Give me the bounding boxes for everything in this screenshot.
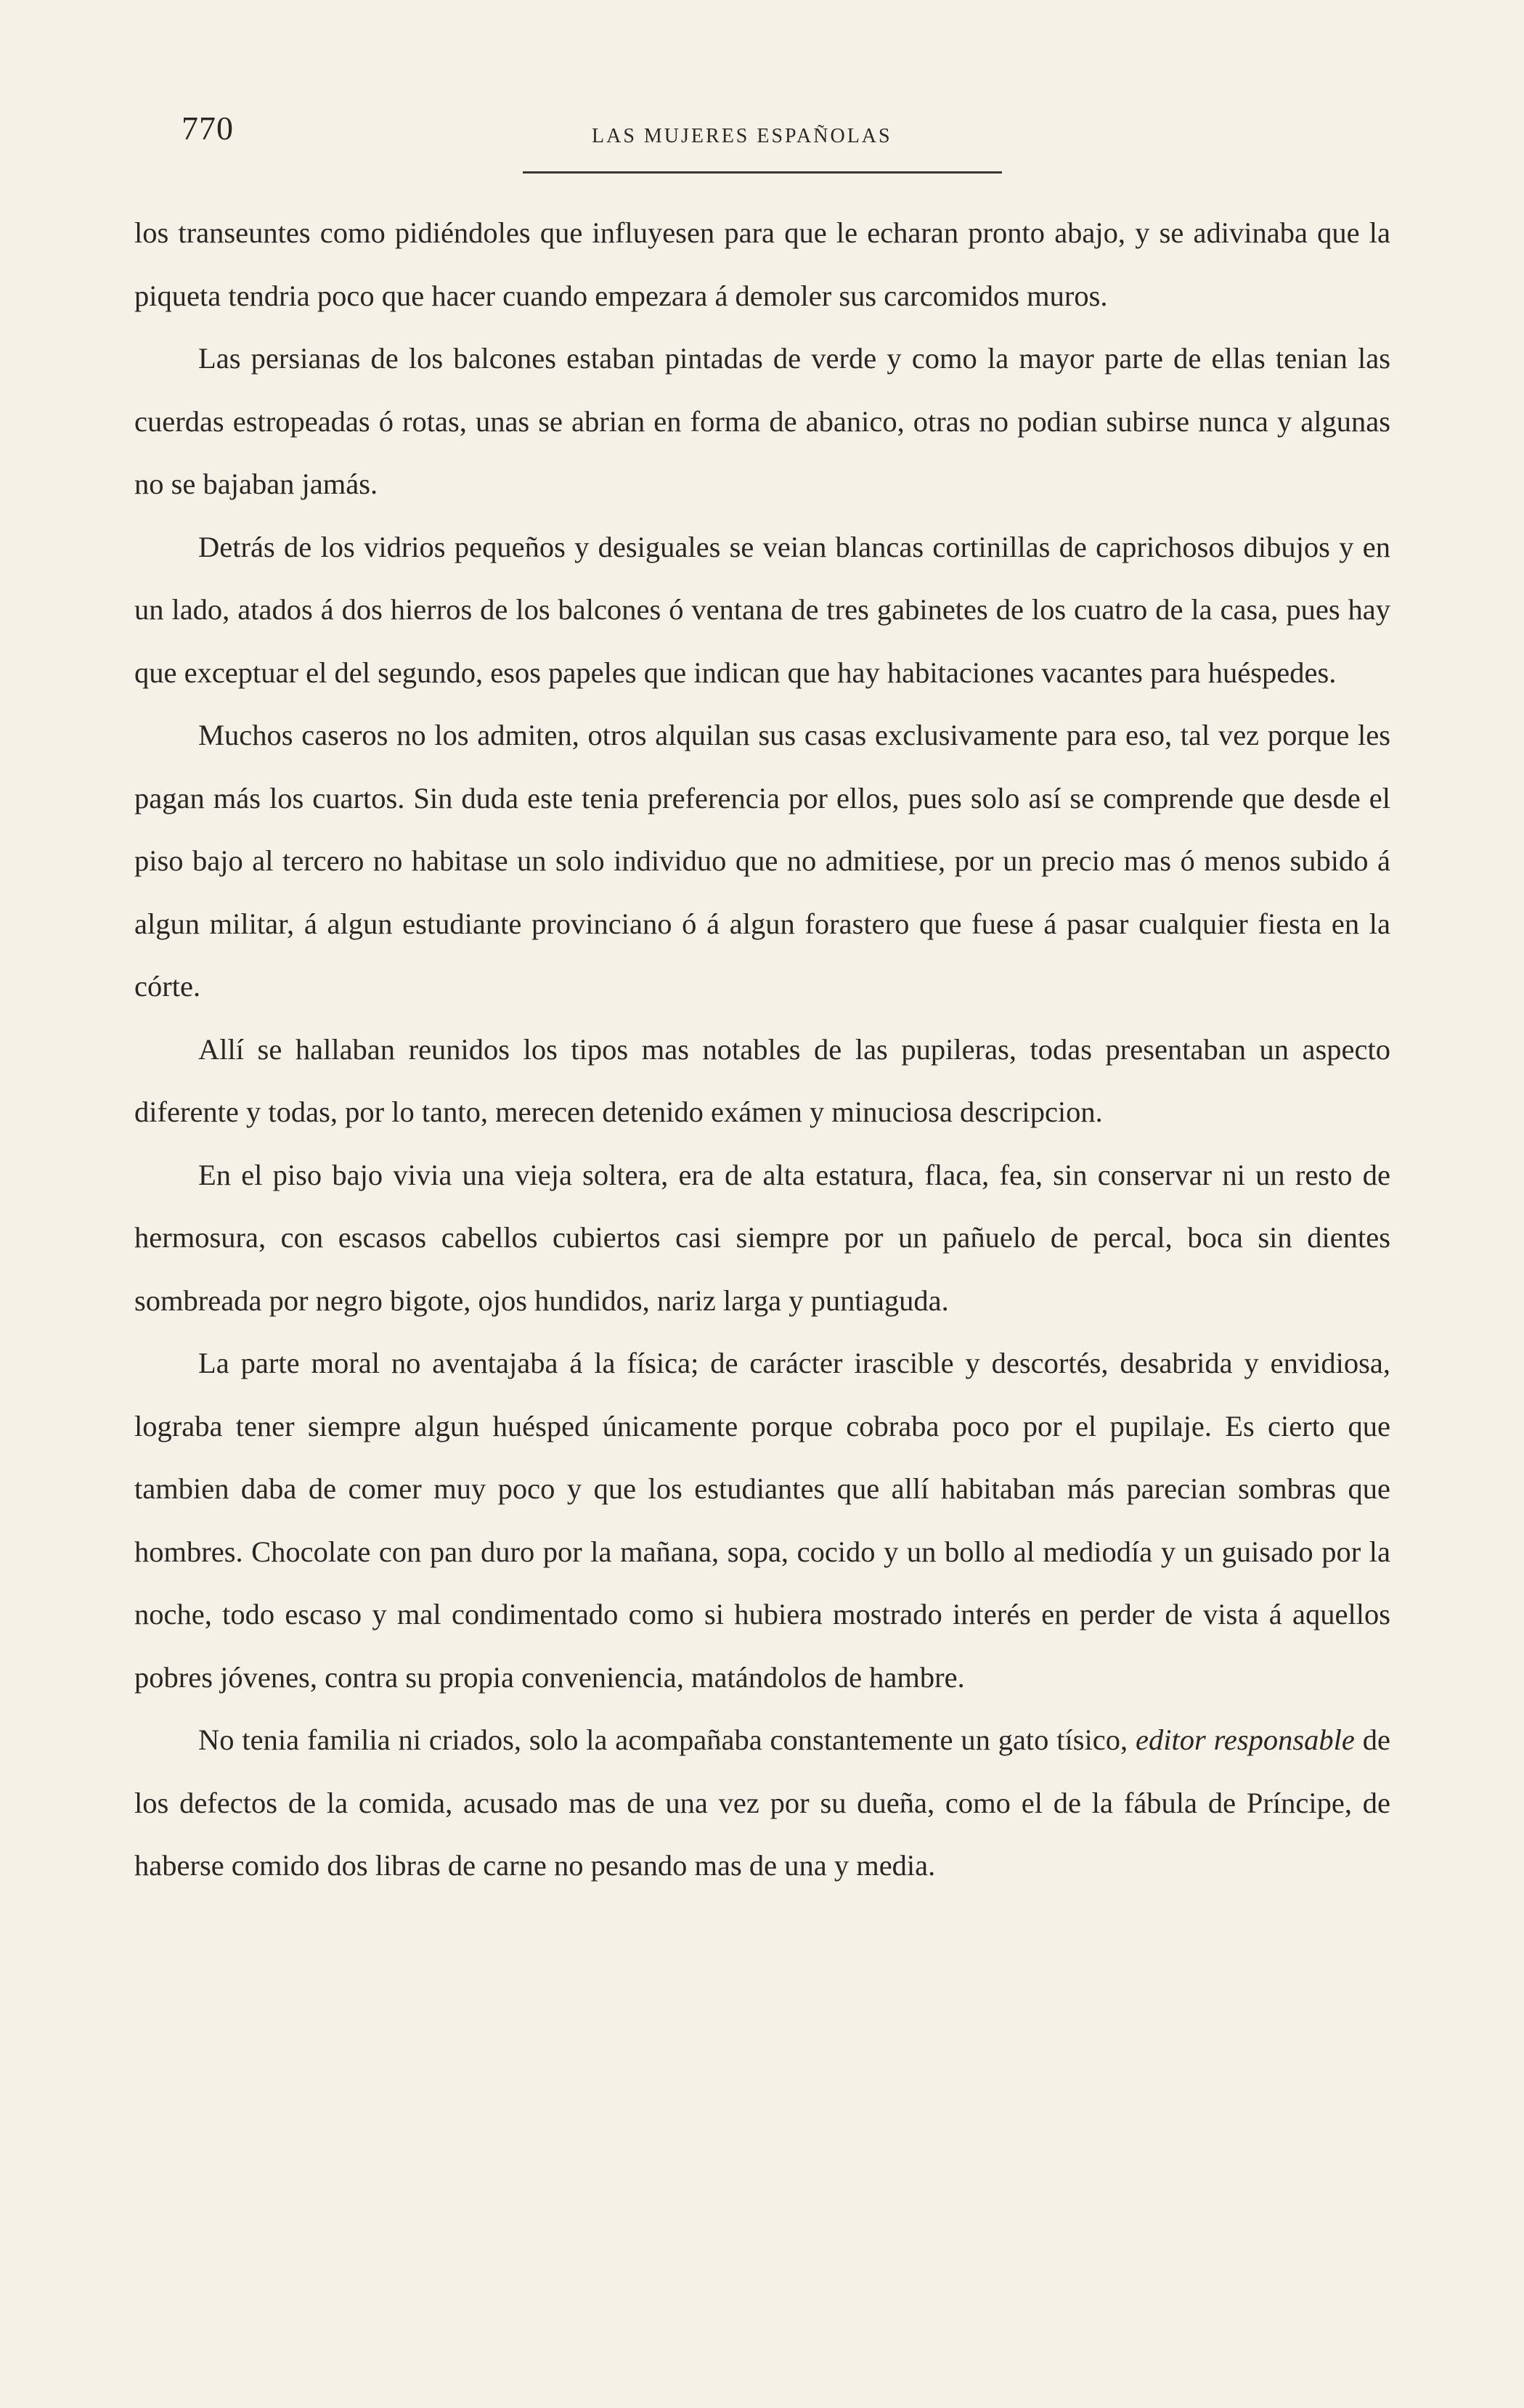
page-header	[182, 109, 1006, 174]
paragraph: La parte moral no aventajaba á la física; de carácter irascible y descortés, desabrida y envidiosa, lograba tener siempre algun huésped únicamente porque cobraba poco por el pupilaje. Es cierto que tambien daba de comer muy poco y que los estudiantes que allí habitaban más parecian sombras que hombres. Chocolate con pan duro por la mañana, sopa, cocido y un bollo al mediodía y un guisado por la noche, todo escaso y mal condimentado como si hubiera mostrado interés en perder de vista á aquellos pobres jóvenes, contra su propia conveniencia, matándolos de hambre.	[134, 1347, 1390, 1694]
paragraph-last	[134, 1709, 1390, 1898]
paragraph: Allí se hallaban reunidos los tipos mas notables de las pupileras, todas presentaban un aspecto diferente y todas, por lo tanto, merecen detenido exámen y minuciosa descripcion.	[134, 1032, 1390, 1128]
paragraph-text: No tenia familia ni criados, solo la acompañaba constantemente un gato tísico,	[198, 1723, 1136, 1756]
paragraph-continued: los transeuntes como pidiéndoles que influyesen para que le echaran pronto abajo, y se adivinaba que la piqueta tendria poco que hacer cuando empezara á demoler sus carcomidos muros.	[134, 216, 1390, 312]
paragraph: Detrás de los vidrios pequeños y desiguales se veian blancas cortinillas de caprichosos dibujos y en un lado, atados á dos hierros de los balcones ó ventana de tres gabinetes de los cuatro de la casa, pues hay que exceptuar el del segundo, esos papeles que indican que hay habitaciones vacantes para huéspedes.	[134, 530, 1390, 689]
paragraph-text: de los defectos de la comida, acusado mas de una vez por su dueña, como el de la fábula de Príncipe, de haberse comido dos libras de carne no pesando mas de una y media.	[134, 1723, 1390, 1882]
italic-phrase: editor responsable	[1136, 1723, 1355, 1756]
page-number: 770	[182, 110, 234, 147]
header-rule	[523, 171, 1002, 174]
running-title: LAS MUJERES ESPAÑOLAS	[592, 125, 892, 147]
paragraph: En el piso bajo vivia una vieja soltera, era de alta estatura, flaca, fea, sin conservar ni un resto de hermosura, con escasos cabellos cubiertos casi siempre por un pañuelo de percal, boca sin dientes sombreada por negro bigote, ojos hundidos, nariz larga y puntiaguda.	[134, 1158, 1390, 1317]
paragraph: Muchos caseros no los admiten, otros alquilan sus casas exclusivamente para eso, tal vez porque les pagan más los cuartos. Sin duda este tenia preferencia por ellos, pues solo así se comprende que desde el piso bajo al tercero no habitase un solo individuo que no admitiese, por un precio mas ó menos subido á algun militar, á algun estudiante provinciano ó á algun forastero que fuese á pasar cualquier fiesta en la córte.	[134, 719, 1390, 1003]
paragraph: Las persianas de los balcones estaban pintadas de verde y como la mayor parte de ellas tenian las cuerdas estropeadas ó rotas, unas se abrian en forma de abanico, otras no podian subirse nunca y algunas no se bajaban jamás.	[134, 342, 1390, 500]
body-text	[134, 202, 1390, 1898]
